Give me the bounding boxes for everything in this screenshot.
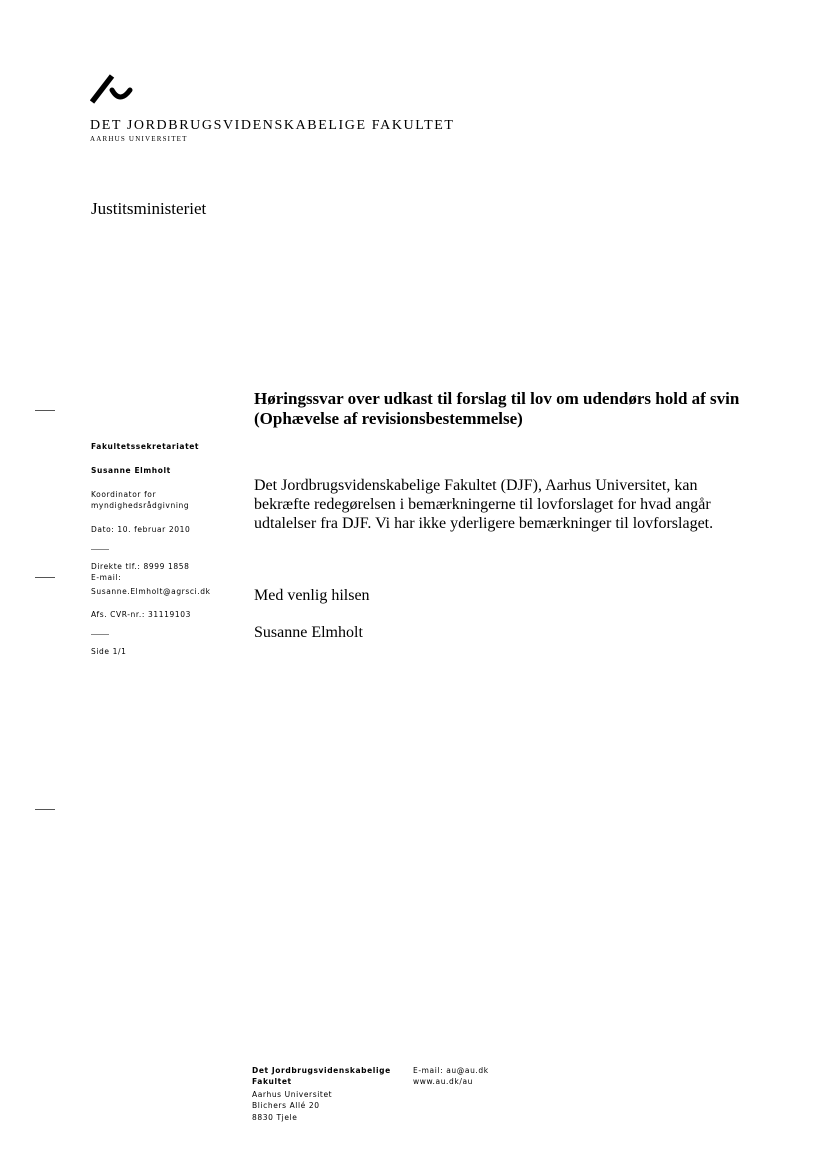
recipient: Justitsministeriet <box>91 199 207 218</box>
au-logo-icon <box>90 70 134 106</box>
footer-org-line2: Fakultet <box>252 1077 292 1086</box>
footer-university: Aarhus Universitet <box>252 1090 333 1099</box>
sidebar-email-label: E-mail: <box>91 573 122 582</box>
letter-body <box>254 476 754 533</box>
footer-city: 8830 Tjele <box>252 1113 298 1122</box>
footer-website[interactable]: www.au.dk/au <box>413 1077 474 1086</box>
signature-name: Susanne Elmholt <box>254 624 363 641</box>
sidebar-role-line2: myndighedsrådgivning <box>91 501 190 510</box>
footer-org-line1: Det Jordbrugsvidenskabelige <box>252 1066 391 1075</box>
letter-heading: Høringssvar over udkast til forslag til lov om udendørs hold af svin (Ophævelse af revisionsbestemmelse) <box>254 389 740 428</box>
faculty-name: DET JORDBRUGSVIDENSKABELIGE FAKULTET <box>90 118 455 133</box>
sidebar-department: Fakultetssekretariatet <box>91 442 200 451</box>
sidebar-page-number: Side 1/1 <box>91 647 127 656</box>
university-name: AARHUS UNIVERSITET <box>90 135 188 143</box>
sidebar-role-line1: Koordinator for <box>91 490 157 499</box>
fold-mark <box>35 809 55 810</box>
sidebar-person-name: Susanne Elmholt <box>91 466 171 475</box>
sidebar-divider <box>91 549 109 550</box>
sidebar-email[interactable]: Susanne.Elmholt@agrsci.dk <box>91 587 211 596</box>
sidebar-cvr: Afs. CVR-nr.: 31119103 <box>91 610 191 619</box>
body-paragraph: Det Jordbrugsvidenskabelige Fakultet (DJF), Aarhus Universitet, kan bekræfte redegørelsen i bemærkningerne til lovforslaget for hvad angår udtalelser fra DJF. Vi har ikke yderligere bemærkninger til lovforslaget. <box>254 477 714 532</box>
fold-mark <box>35 577 55 578</box>
footer-street: Blichers Allé 20 <box>252 1101 320 1110</box>
sidebar-date: Dato: 10. februar 2010 <box>91 525 191 534</box>
sidebar-divider <box>91 634 109 635</box>
sidebar-phone: Direkte tlf.: 8999 1858 <box>91 562 190 571</box>
fold-mark <box>35 410 55 411</box>
footer-email[interactable]: E-mail: au@au.dk <box>413 1066 489 1075</box>
closing-greeting: Med venlig hilsen <box>254 587 370 604</box>
